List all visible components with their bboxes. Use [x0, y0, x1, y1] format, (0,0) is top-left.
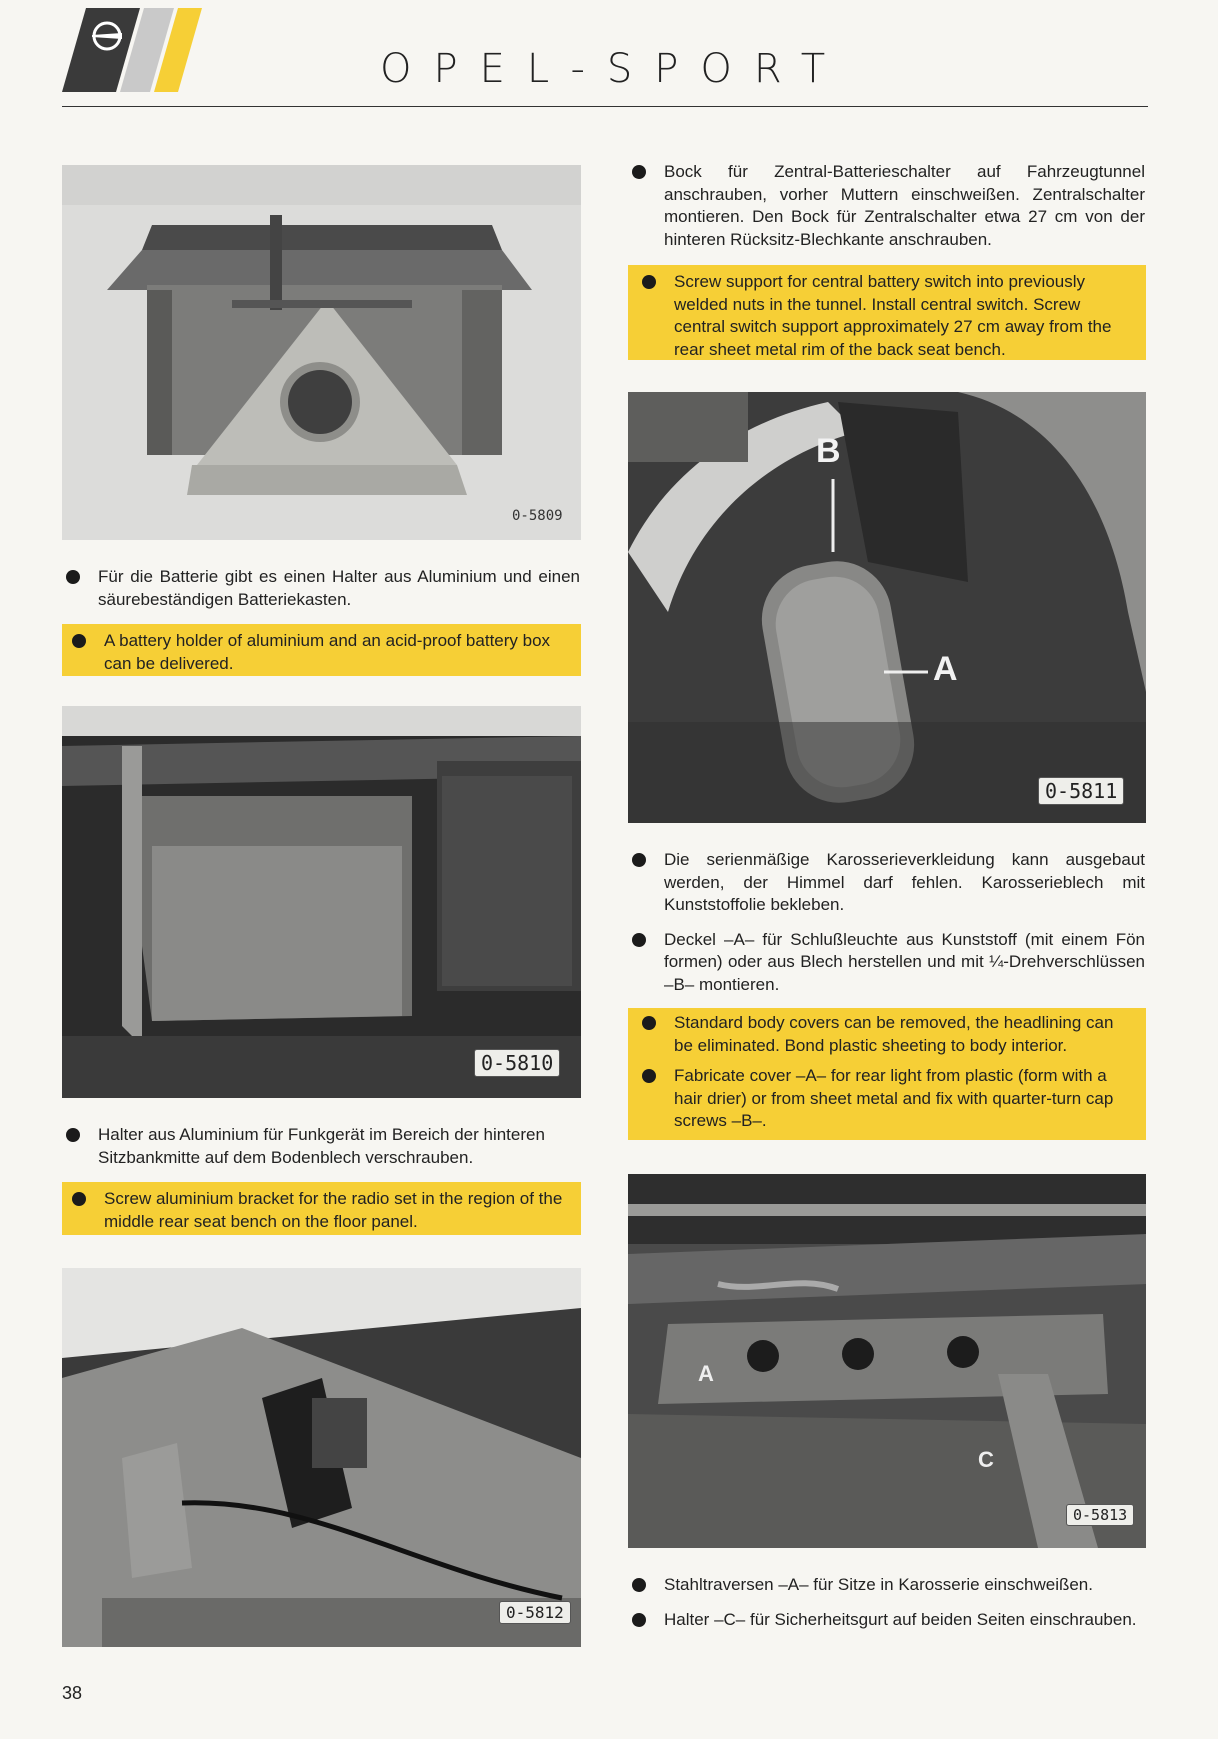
list-item	[628, 1609, 1145, 1632]
bullet-text: Bock für Zentral-Batterieschalter auf Fahrzeugtunnel anschrauben, vorher Muttern einschweißen. Zentralschalter montieren. Den Bock für Zentralschalter etwa 27 cm von der hinteren Rücksitz-Blechkante anschrauben.	[664, 162, 1145, 249]
list-item	[62, 1124, 580, 1169]
list-item	[628, 1574, 1145, 1597]
switch-text-de	[628, 161, 1145, 263]
bullet-text: Für die Batterie gibt es einen Halter aus Aluminium und einen säurebeständigen Batteriekasten.	[98, 567, 580, 609]
opel-logo	[62, 8, 202, 92]
photo-code-label: 0-5809	[512, 508, 563, 524]
photo-code-label: 0-5813	[1066, 1504, 1134, 1526]
list-item	[628, 849, 1145, 917]
list-item	[628, 929, 1145, 997]
bullet-text: Stahltraversen –A– für Sitze in Karosserie einschweißen.	[664, 1575, 1093, 1594]
photo-code-label: 0-5810	[474, 1049, 560, 1077]
photo-seat-crossmember	[628, 1174, 1146, 1548]
header-divider	[62, 106, 1148, 107]
bullet-text: Standard body covers can be removed, the headlining can be eliminated. Bond plastic sheeting to body interior.	[674, 1013, 1114, 1055]
bullet-text: Screw support for central battery switch into previously welded nuts in the tunnel. Install central switch. Screw central switch support approximately 27 cm away from the rear sheet metal rim of the back seat bench.	[674, 272, 1112, 359]
bullet-text: Fabricate cover –A– for rear light from plastic (form with a hair drier) or from sheet metal and fix with quarter-turn cap screws –B–.	[674, 1066, 1114, 1130]
list-item	[62, 566, 580, 611]
bullet-text: Die serienmäßige Karosserieverkleidung kann ausgebaut werden, der Himmel darf fehlen. Karosserieblech mit Kunststoffolie bekleben.	[664, 850, 1145, 914]
photo-switch-mount	[62, 1268, 581, 1647]
radio-text-de	[62, 1124, 580, 1181]
list-item	[638, 271, 1136, 361]
battery-text-de	[62, 566, 580, 623]
photo-rear-light-cover	[628, 392, 1146, 823]
bullet-text: Screw aluminium bracket for the radio set in the region of the middle rear seat bench on the floor panel.	[104, 1189, 563, 1231]
label-c: C	[978, 1447, 994, 1472]
bullet-text: Deckel –A– für Schlußleuchte aus Kunststoff (mit einem Fön formen) oder aus Blech herstellen und mit ¼-Drehverschlüssen –B– montieren.	[664, 929, 1145, 994]
list-item	[638, 1065, 1136, 1133]
list-item	[68, 1188, 571, 1233]
battery-text-en	[62, 624, 581, 676]
label-a: A	[698, 1361, 714, 1386]
radio-text-en	[62, 1182, 581, 1235]
label-a: A	[933, 650, 958, 688]
body-text-de	[628, 849, 1145, 1008]
bullet-text: Halter –C– für Sicherheitsgurt auf beiden Seiten einschrauben.	[664, 1609, 1137, 1629]
photo-battery-box	[62, 165, 581, 540]
label-b: B	[816, 432, 841, 470]
photo-code-label: 0-5812	[499, 1601, 571, 1624]
seat-text-de	[628, 1574, 1145, 1643]
photo-radio-bracket	[62, 706, 581, 1098]
body-text-en	[628, 1008, 1146, 1140]
page-number: 38	[62, 1683, 83, 1703]
switch-text-en	[628, 265, 1146, 360]
bullet-text: A battery holder of aluminium and an acid-proof battery box can be delivered.	[104, 631, 551, 673]
list-item	[628, 161, 1145, 251]
page-title: OPEL-SPORT	[380, 46, 848, 92]
bullet-text: Halter aus Aluminium für Funkgerät im Bereich der hinteren Sitzbankmitte auf dem Bodenblech verschrauben.	[98, 1125, 545, 1167]
list-item	[68, 630, 571, 675]
list-item	[638, 1012, 1136, 1057]
photo-code-label: 0-5811	[1038, 777, 1124, 805]
